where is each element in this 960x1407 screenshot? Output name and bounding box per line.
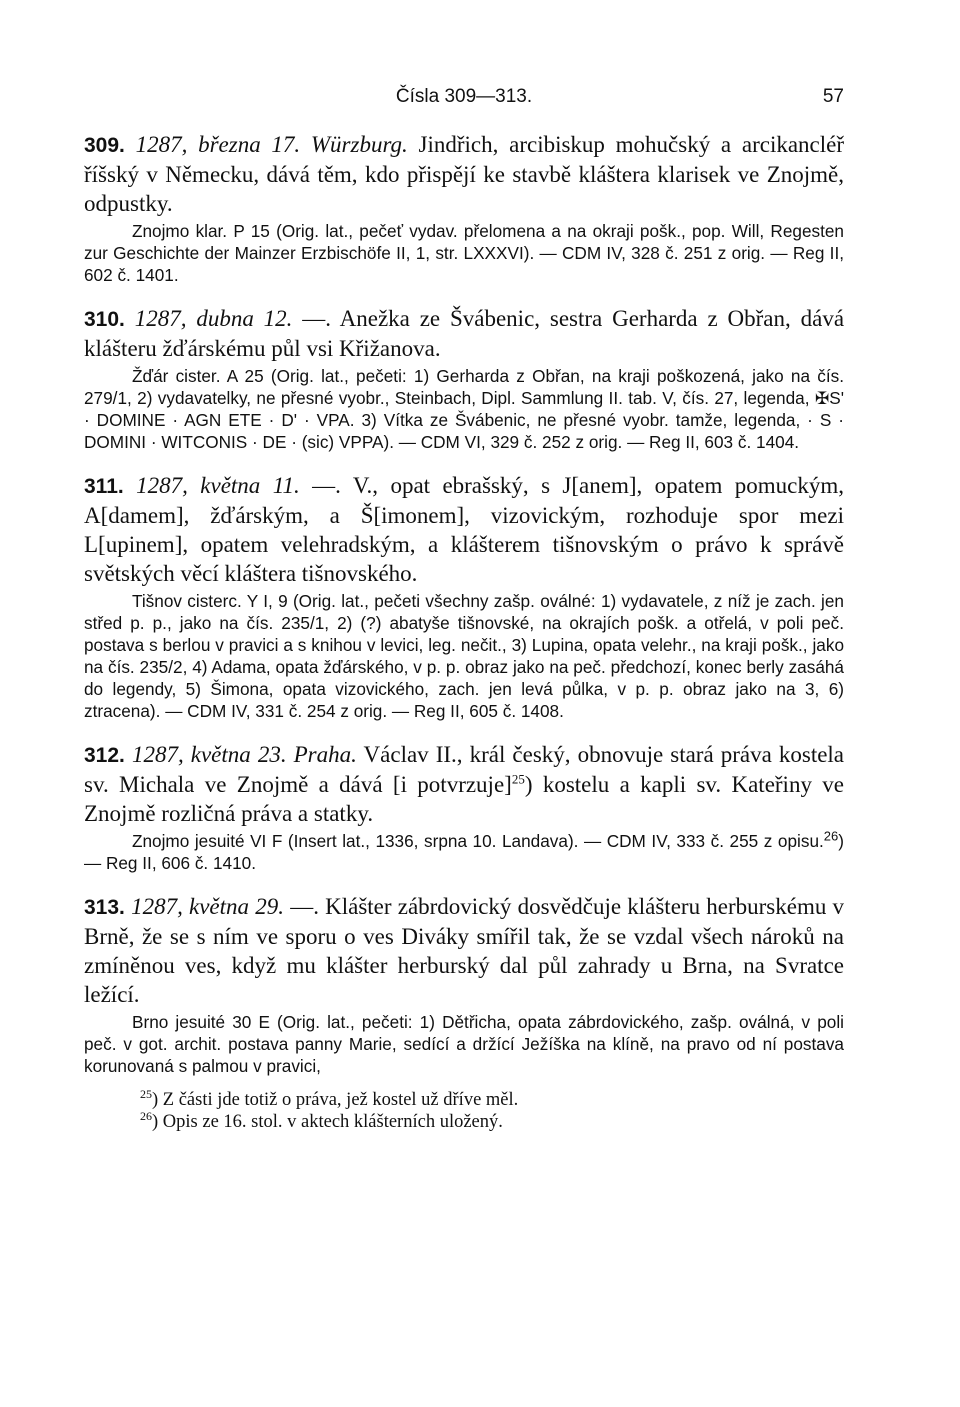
- entry-313: [84, 892, 844, 1077]
- regest-text: [84, 130, 844, 218]
- footnote: [140, 1108, 844, 1133]
- entry-date: 1287, dubna 12.: [134, 306, 293, 331]
- footnote-mark: 26: [140, 1108, 152, 1123]
- footnotes: [140, 1086, 844, 1133]
- entry-summary-cont: ) kostelu a kapli sv. Kateřiny ve Znojmě rozličná práva a statky.: [84, 772, 844, 826]
- notes-text: Tišnov cisterc. Y I, 9 (Orig. lat., pečeti všechny zašp. oválné: 1) vydavatele, z níž je zach. jen střed p. p., jako na čís. 235/1, 2) (?) abatyše tišnovské, na okrajích pošk. a otřelá, v poli peč. postava s berlou v pravici a s knihou v levici, leg. nečit., 3) Lupina, opata velehr., na kraji pošk., jako na čís. 235/2, 4) Adama, opata žďárského, v p. p. obraz jako na peč. předchozí, konec berly zasáhá do legendy, 5) Šimona, opata vizovického, zach. jen levá půlka, v p. p. obraz jako na 3, 6) ztracena). — CDM IV, 331 č. 254 z orig. — Reg II, 605 č. 1408.: [84, 591, 844, 721]
- entry-summary: —. V., opat ebrašský, s J[anem], opatem pomuckým, A[damem], žďárským, a Š[imonem], vizovickým, rozhoduje spor mezi L[upinem], opatem velehradským, a klášterem tišnovským o právo k správě světských věcí kláštera tišnovského.: [84, 473, 844, 586]
- entry-number: 312.: [84, 744, 125, 767]
- entry-notes: [84, 365, 844, 453]
- page-header: [84, 78, 844, 112]
- entry-number: 310.: [84, 308, 125, 331]
- entry-date: 1287, května 29.: [131, 894, 284, 919]
- notes-text: Znojmo klar. P 15 (Orig. lat., pečeť vydav. přelomena a na okraji pošk., pop. Will, Regesten zur Geschichte der Mainzer Erzbischöfe II, 1, str. LXXXVI). — CDM IV, 328 č. 251 z orig. — Reg II, 602 č. 1401.: [84, 221, 844, 285]
- entry-notes: [84, 220, 844, 286]
- entry-number: 313.: [84, 896, 125, 919]
- entry-summary: Václav II., král český, obnovuje stará práva kostela sv. Michala ve Znojmě a dává [i potvrzuje]: [84, 742, 845, 797]
- notes-text-cont: ) — Reg II, 606 č. 1410.: [84, 831, 844, 873]
- entry-summary: —. Klášter zábrdovický dosvědčuje klášteru herburskému v Brně, že se s ním ve sporu o ves Diváky smířil tak, že se vzdal všech nároků na zmíněnou ves, když mu klášter herburský dal půl zahrady u Brna, na Svratce ležící.: [84, 894, 845, 1007]
- entry-312: [84, 740, 844, 874]
- entry-date: 1287, května 11.: [136, 473, 300, 498]
- entry-notes: [84, 1011, 844, 1077]
- notes-text: Brno jesuité 30 E (Orig. lat., pečeti: 1) Dětřicha, opata zábrdovického, zašp. oválná, v poli peč. v got. archit. postava panny Marie, sedící a držící Ježíška na klíně, na pravo od ní postava korunovaná s palmou v pravici,: [84, 1012, 844, 1076]
- notes-text: Znojmo jesuité VI F (Insert lat., 1336, srpna 10. Landava). — CDM IV, 333 č. 255 z opisu.: [132, 831, 824, 851]
- entry-309: [84, 130, 844, 286]
- footnote-text: ) Opis ze 16. stol. v aktech klášterních uložený.: [152, 1112, 503, 1132]
- footnote-mark: 25: [140, 1086, 152, 1101]
- regest-text: [84, 471, 844, 588]
- notes-text: Žďár cister. A 25 (Orig. lat., pečeti: 1) Gerharda z Obřan, na kraji poškozená, jako na čís. 279/1, 2) vydavatelky, ne přesné vyobr., Steinbach, Dipl. Sammlung II. tab. V, čís. 27, legenda, ✠S' · DOMINE · AGN ETE · D' · VPA. 3) Vítka ze Švábenic, ne přesné vyobr. tamže, legenda, · S · DOMINI · WITCONIS · DE · (sic) VPPA). — CDM VI, 329 č. 252 z orig. — Reg II, 603 č. 1404.: [84, 366, 844, 452]
- entry-summary: Jindřich, arcibiskup mohučský a arcikancléř říšský v Německu, dává těm, kdo přispějí ke stavbě kláštera klarisek ve Znojmě, odpustky.: [84, 132, 845, 216]
- page: [84, 78, 844, 1133]
- entry-310: [84, 304, 844, 453]
- footnote: [140, 1086, 844, 1111]
- entry-date: 1287, května 23. Praha.: [131, 742, 357, 767]
- footnote-ref[interactable]: 26: [823, 828, 839, 844]
- footnote-text: ) Z části jde totiž o práva, jež kostel už dříve měl.: [152, 1090, 519, 1110]
- entry-number: 309.: [84, 134, 125, 157]
- entry-summary: —. Anežka ze Švábenic, sestra Gerharda z Obřan, dává klášteru žďárskému půl vsi Křižanova.: [84, 306, 845, 361]
- running-title: Čísla 309—313.: [395, 86, 533, 107]
- regest-text: [84, 740, 844, 828]
- entry-311: [84, 471, 844, 722]
- entry-number: 311.: [84, 475, 124, 498]
- regest-text: [84, 892, 844, 1009]
- footnote-ref[interactable]: 25: [511, 771, 525, 787]
- entry-notes: [84, 830, 844, 874]
- page-number: 57: [822, 86, 844, 107]
- entry-notes: [84, 590, 844, 722]
- entry-date: 1287, března 17. Würzburg.: [135, 132, 408, 157]
- regest-text: [84, 304, 844, 363]
